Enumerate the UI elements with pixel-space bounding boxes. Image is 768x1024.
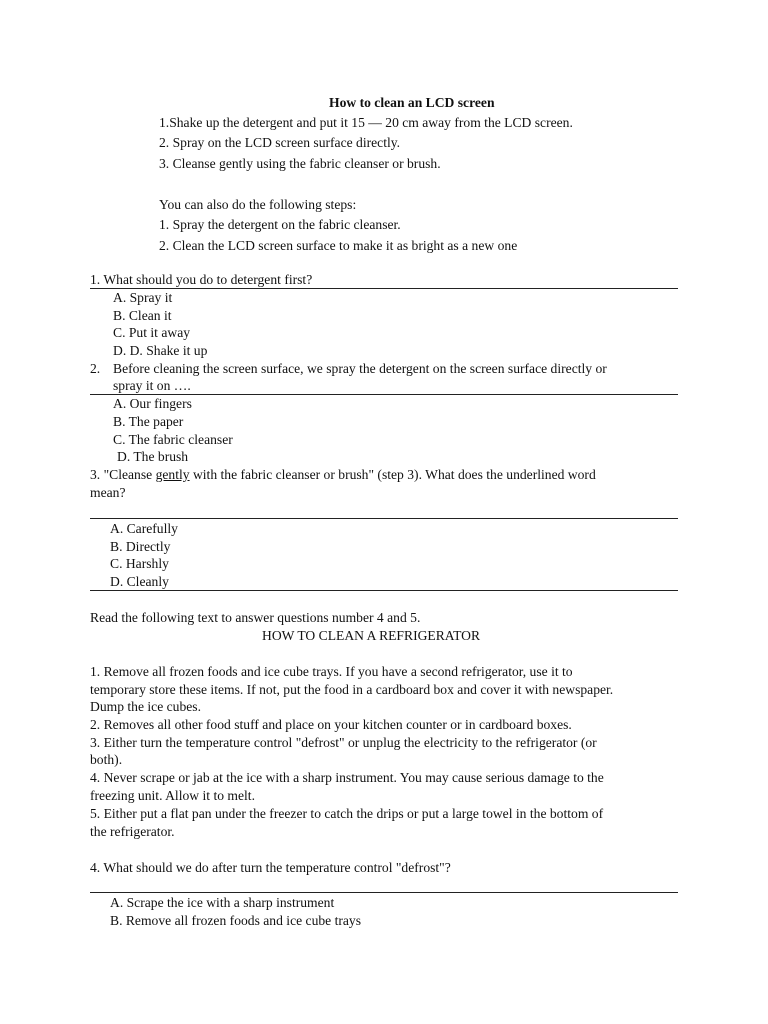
q3-option-b: B. Directly [110, 539, 171, 554]
divider [90, 892, 678, 893]
q3-question [90, 466, 596, 484]
q2-question-cont: spray it on …. [113, 378, 191, 393]
divider [90, 288, 678, 289]
fridge-text-line: freezing unit. Allow it to melt. [90, 788, 255, 803]
q1-option-d: D. D. Shake it up [113, 343, 208, 358]
fridge-text-line: 1. Remove all frozen foods and ice cube trays. If you have a second refrigerator, use it to [90, 664, 573, 679]
lcd-title: How to clean an LCD screen [329, 95, 495, 110]
fridge-text-line: temporary store these items. If not, put the food in a cardboard box and cover it with newspaper. [90, 682, 614, 697]
q3-question-pre: 3. "Cleanse [90, 467, 156, 482]
lcd-step: 2. Spray on the LCD screen surface directly. [159, 135, 401, 150]
q1-option-a: A. Spray it [113, 290, 173, 305]
q3-option-d: D. Cleanly [110, 574, 169, 589]
q2-option-c: C. The fabric cleanser [113, 432, 233, 447]
lcd-also-step: 2. Clean the LCD screen surface to make it as bright as a new one [159, 238, 518, 253]
fridge-text-line: Dump the ice cubes. [90, 699, 201, 714]
q1-question: 1. What should you do to detergent first? [90, 272, 313, 287]
divider [90, 590, 678, 591]
fridge-text-line: both). [90, 752, 123, 767]
q3-question-cont: mean? [90, 485, 126, 500]
q4-option-a: A. Scrape the ice with a sharp instrument [110, 895, 335, 910]
fridge-text-line: the refrigerator. [90, 824, 175, 839]
q3-underlined-word: gently [155, 467, 190, 482]
lcd-step: 1.Shake up the detergent and put it 15 — 20 cm away from the LCD screen. [159, 115, 573, 130]
q3-option-a: A. Carefully [110, 521, 178, 536]
q2-question: Before cleaning the screen surface, we spray the detergent on the screen surface directly or [113, 361, 607, 376]
q2-option-b: B. The paper [113, 414, 184, 429]
lcd-step: 3. Cleanse gently using the fabric cleanser or brush. [159, 156, 441, 171]
q4-option-b: B. Remove all frozen foods and ice cube trays [110, 913, 362, 928]
q4-question: 4. What should we do after turn the temperature control "defrost"? [90, 860, 451, 875]
q2-option-d: D. The brush [117, 449, 189, 464]
fridge-text-line: 4. Never scrape or jab at the ice with a sharp instrument. You may cause serious damage to the [90, 770, 604, 785]
divider [90, 518, 678, 519]
fridge-intro: Read the following text to answer questions number 4 and 5. [90, 610, 421, 625]
fridge-title: HOW TO CLEAN A REFRIGERATOR [262, 628, 481, 643]
lcd-also-intro: You can also do the following steps: [159, 197, 357, 212]
fridge-text-line: 3. Either turn the temperature control "defrost" or unplug the electricity to the refrigerator (or [90, 735, 597, 750]
q1-option-c: C. Put it away [113, 325, 191, 340]
lcd-also-step: 1. Spray the detergent on the fabric cleanser. [159, 217, 401, 232]
fridge-text-line: 5. Either put a flat pan under the freezer to catch the drips or put a large towel in the bottom of [90, 806, 604, 821]
q2-number: 2. [90, 361, 101, 376]
q2-option-a: A. Our fingers [113, 396, 192, 411]
q1-option-b: B. Clean it [113, 308, 172, 323]
fridge-text-line: 2. Removes all other food stuff and place on your kitchen counter or in cardboard boxes. [90, 717, 572, 732]
q3-question-post: with the fabric cleanser or brush" (step 3). What does the underlined word [189, 467, 596, 482]
q3-option-c: C. Harshly [110, 556, 169, 571]
